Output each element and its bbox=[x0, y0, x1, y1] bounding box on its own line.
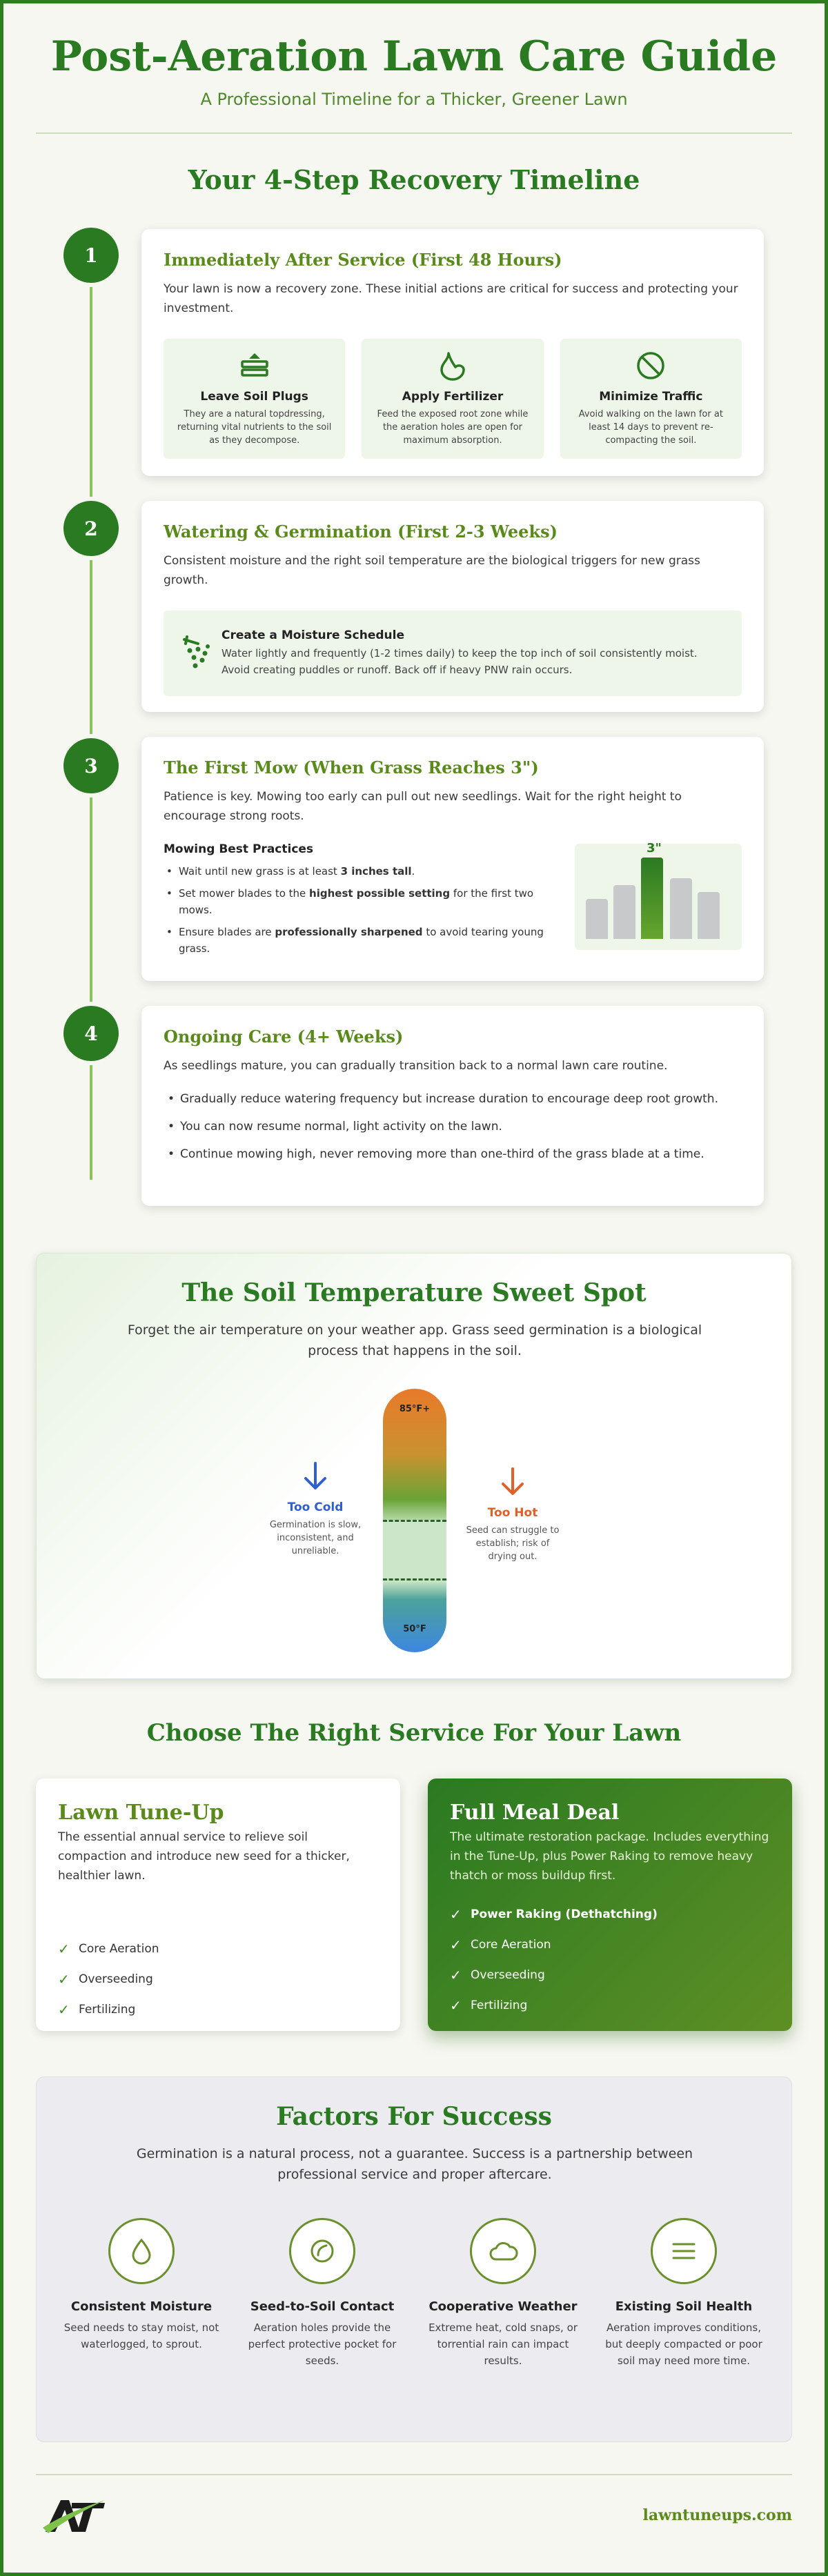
services-heading: Choose The Right Service For Your Lawn bbox=[146, 1719, 682, 1747]
soil-layers-icon bbox=[651, 2218, 717, 2284]
tip-title: Leave Soil Plugs bbox=[200, 390, 308, 404]
check-icon: ✓ bbox=[450, 1906, 462, 1923]
sweet-spot-zone bbox=[383, 1520, 446, 1581]
feature-item: ✓ Core Aeration bbox=[58, 1941, 159, 1957]
factor-item bbox=[604, 2218, 764, 2369]
step-1-lead: Your lawn is now a recovery zone. These initial actions are critical for success and protecting your investment. bbox=[164, 282, 738, 315]
footer-divider bbox=[36, 2474, 792, 2475]
plan-desc: The ultimate restoration package. Includes everything in the Tune-Up, plus Power Raking to remove heavy thatch or moss buildup first. bbox=[450, 1830, 769, 1883]
arrow-down-icon bbox=[267, 1460, 364, 1496]
tip-title: Minimize Traffic bbox=[599, 390, 703, 404]
company-logo bbox=[41, 2493, 108, 2537]
tip-title: Apply Fertilizer bbox=[402, 390, 504, 404]
step-2-lead: Consistent moisture and the right soil temperature are the biological triggers for new grass growth. bbox=[164, 554, 700, 587]
factor-desc: Extreme heat, cold snaps, or torrential rain can impact results. bbox=[428, 2321, 578, 2367]
factors-section bbox=[36, 2077, 792, 2442]
list-item: • Continue mowing high, never removing more than one-third of the grass blade at a time. bbox=[164, 1145, 742, 1164]
thermometer bbox=[383, 1389, 446, 1652]
practices-list bbox=[164, 863, 547, 957]
plan-features bbox=[450, 1899, 770, 2021]
feature-item: ✓ Fertilizing bbox=[58, 2001, 136, 2018]
grass-bar bbox=[698, 892, 720, 939]
ongoing-list bbox=[164, 1089, 742, 1164]
feature-item: ✓ Power Raking (Dethatching) bbox=[450, 1906, 658, 1923]
list-item: • You can now resume normal, light activity on the lawn. bbox=[164, 1117, 742, 1136]
no-entry-icon bbox=[573, 350, 729, 382]
list-item: • Ensure blades are professionally sharpened to avoid tearing young grass. bbox=[164, 924, 547, 957]
practices-title: Mowing Best Practices bbox=[164, 842, 314, 856]
factors-subtitle: Germination is a natural process, not a guarantee. Success is a partnership between professional service and proper aftercare. bbox=[136, 2146, 693, 2182]
step-2-card bbox=[141, 501, 764, 712]
step-4-number: 4 bbox=[63, 1006, 119, 1061]
check-icon: ✓ bbox=[450, 1936, 462, 1953]
grass-bar bbox=[586, 899, 608, 939]
soil-temperature-section bbox=[36, 1253, 792, 1679]
tip-card bbox=[560, 339, 742, 459]
too-cold-label: Too Cold bbox=[287, 1500, 344, 1514]
check-icon: ✓ bbox=[450, 1967, 462, 1983]
step-1-title: Immediately After Service (First 48 Hours) bbox=[164, 250, 562, 270]
page-title: Post-Aeration Lawn Care Guide bbox=[50, 32, 778, 81]
check-icon: ✓ bbox=[58, 1971, 70, 1988]
too-hot-desc: Seed can struggle to establish; risk of drying out. bbox=[466, 1525, 560, 1562]
fertilizer-drop-icon bbox=[374, 350, 531, 382]
grass-bar-highlight bbox=[641, 858, 663, 939]
step-4-card bbox=[141, 1006, 764, 1206]
divider bbox=[36, 132, 792, 134]
soil-subtitle: Forget the air temperature on your weather app. Grass seed germination is a biological process that happens in the soil. bbox=[127, 1322, 702, 1358]
thermometer-high-label: 85°F+ bbox=[399, 1404, 431, 1414]
list-item: • Wait until new grass is at least 3 inches tall. bbox=[164, 863, 547, 880]
soil-plug-icon bbox=[176, 350, 333, 382]
too-hot-label: Too Hot bbox=[487, 1506, 538, 1520]
step-3-title: The First Mow (When Grass Reaches 3") bbox=[164, 757, 539, 777]
tip-card bbox=[362, 339, 543, 459]
factor-title: Consistent Moisture bbox=[70, 2299, 213, 2314]
step-3-lead: Patience is key. Mowing too early can pull out new seedlings. Wait for the right height to encourage strong roots. bbox=[164, 790, 682, 823]
feature-item: ✓ Fertilizing bbox=[450, 1997, 528, 2014]
thermometer-low-label: 50°F bbox=[403, 1624, 426, 1634]
factor-item bbox=[61, 2218, 221, 2352]
grass-bar bbox=[613, 885, 635, 939]
tip-desc: Avoid walking on the lawn for at least 14 days to prevent re-compacting the soil. bbox=[578, 409, 723, 446]
cloud-icon bbox=[470, 2218, 536, 2284]
list-item: • Set mower blades to the highest possible setting for the first two mows. bbox=[164, 885, 547, 918]
sprinkler-icon bbox=[180, 634, 221, 673]
tip-desc: Feed the exposed root zone while the aeration holes are open for maximum absorption. bbox=[377, 409, 529, 446]
feature-item: ✓ Overseeding bbox=[58, 1971, 153, 1988]
list-item: • Gradually reduce watering frequency but increase duration to encourage deep root growth. bbox=[164, 1089, 742, 1109]
step-2-title: Watering & Germination (First 2-3 Weeks) bbox=[164, 522, 558, 542]
check-icon: ✓ bbox=[450, 1997, 462, 2014]
factor-desc: Aeration improves conditions, but deeply compacted or poor soil may need more time. bbox=[605, 2321, 762, 2367]
callout-title: Create a Moisture Schedule bbox=[221, 628, 405, 642]
timeline-heading: Your 4-Step Recovery Timeline bbox=[188, 164, 640, 195]
soil-title: The Soil Temperature Sweet Spot bbox=[181, 1278, 647, 1307]
factor-title: Seed-to-Soil Contact bbox=[250, 2299, 395, 2314]
step-1-card bbox=[141, 229, 764, 476]
moisture-callout bbox=[164, 611, 742, 696]
step-4-lead: As seedlings mature, you can gradually transition back to a normal lawn care routine. bbox=[164, 1059, 668, 1073]
callout-desc: Water lightly and frequently (1-2 times daily) to keep the top inch of soil consistently moist. Avoid creating puddles or runoff. Back off if heavy PNW rain occurs. bbox=[221, 647, 698, 676]
grass-height-illustration bbox=[575, 841, 742, 950]
check-icon: ✓ bbox=[58, 1941, 70, 1957]
tip-card bbox=[164, 339, 345, 459]
factor-desc: Seed needs to stay moist, not waterlogged, to sprout. bbox=[63, 2321, 219, 2350]
plan-features bbox=[58, 1934, 378, 2025]
factor-title: Cooperative Weather bbox=[428, 2299, 578, 2314]
website-link[interactable]: lawntuneups.com bbox=[642, 2506, 792, 2524]
page-subtitle: A Professional Timeline for a Thicker, Greener Lawn bbox=[200, 90, 628, 109]
factor-item bbox=[423, 2218, 583, 2369]
step-3-number: 3 bbox=[63, 738, 119, 793]
water-drop-icon bbox=[108, 2218, 175, 2284]
plan-name: Full Meal Deal bbox=[450, 1801, 620, 1825]
plan-card-tune-up bbox=[36, 1779, 400, 2031]
step-1-tips bbox=[164, 339, 742, 459]
plan-card-full-meal-deal bbox=[428, 1779, 792, 2031]
too-cold-desc: Germination is slow, inconsistent, and unreliable. bbox=[269, 1520, 362, 1556]
step-2-number: 2 bbox=[63, 501, 119, 556]
grass-bar bbox=[670, 878, 692, 939]
page-header bbox=[0, 28, 828, 109]
step-1-number: 1 bbox=[63, 228, 119, 283]
plan-name: Lawn Tune-Up bbox=[58, 1801, 224, 1825]
tip-desc: They are a natural topdressing, returning vital nutrients to the soil as they decompose. bbox=[177, 409, 332, 446]
step-4-title: Ongoing Care (4+ Weeks) bbox=[164, 1027, 404, 1047]
feature-item: ✓ Overseeding bbox=[450, 1967, 545, 1983]
factors-title: Factors For Success bbox=[276, 2102, 552, 2131]
mowing-section bbox=[164, 842, 742, 962]
factor-item bbox=[242, 2218, 402, 2369]
seed-contact-icon bbox=[289, 2218, 355, 2284]
factor-title: Existing Soil Health bbox=[615, 2299, 753, 2314]
step-3-card bbox=[141, 737, 764, 981]
feature-item: ✓ Core Aeration bbox=[450, 1936, 551, 1953]
plan-desc: The essential annual service to relieve soil compaction and introduce new seed for a thicker, healthier lawn. bbox=[58, 1830, 350, 1883]
grass-height-label: 3" bbox=[647, 841, 662, 855]
too-cold-block bbox=[267, 1460, 364, 1558]
arrow-down-icon bbox=[464, 1466, 561, 1502]
factor-desc: Aeration holes provide the perfect protective pocket for seeds. bbox=[248, 2321, 397, 2367]
check-icon: ✓ bbox=[58, 2001, 70, 2018]
too-hot-block bbox=[464, 1466, 561, 1563]
